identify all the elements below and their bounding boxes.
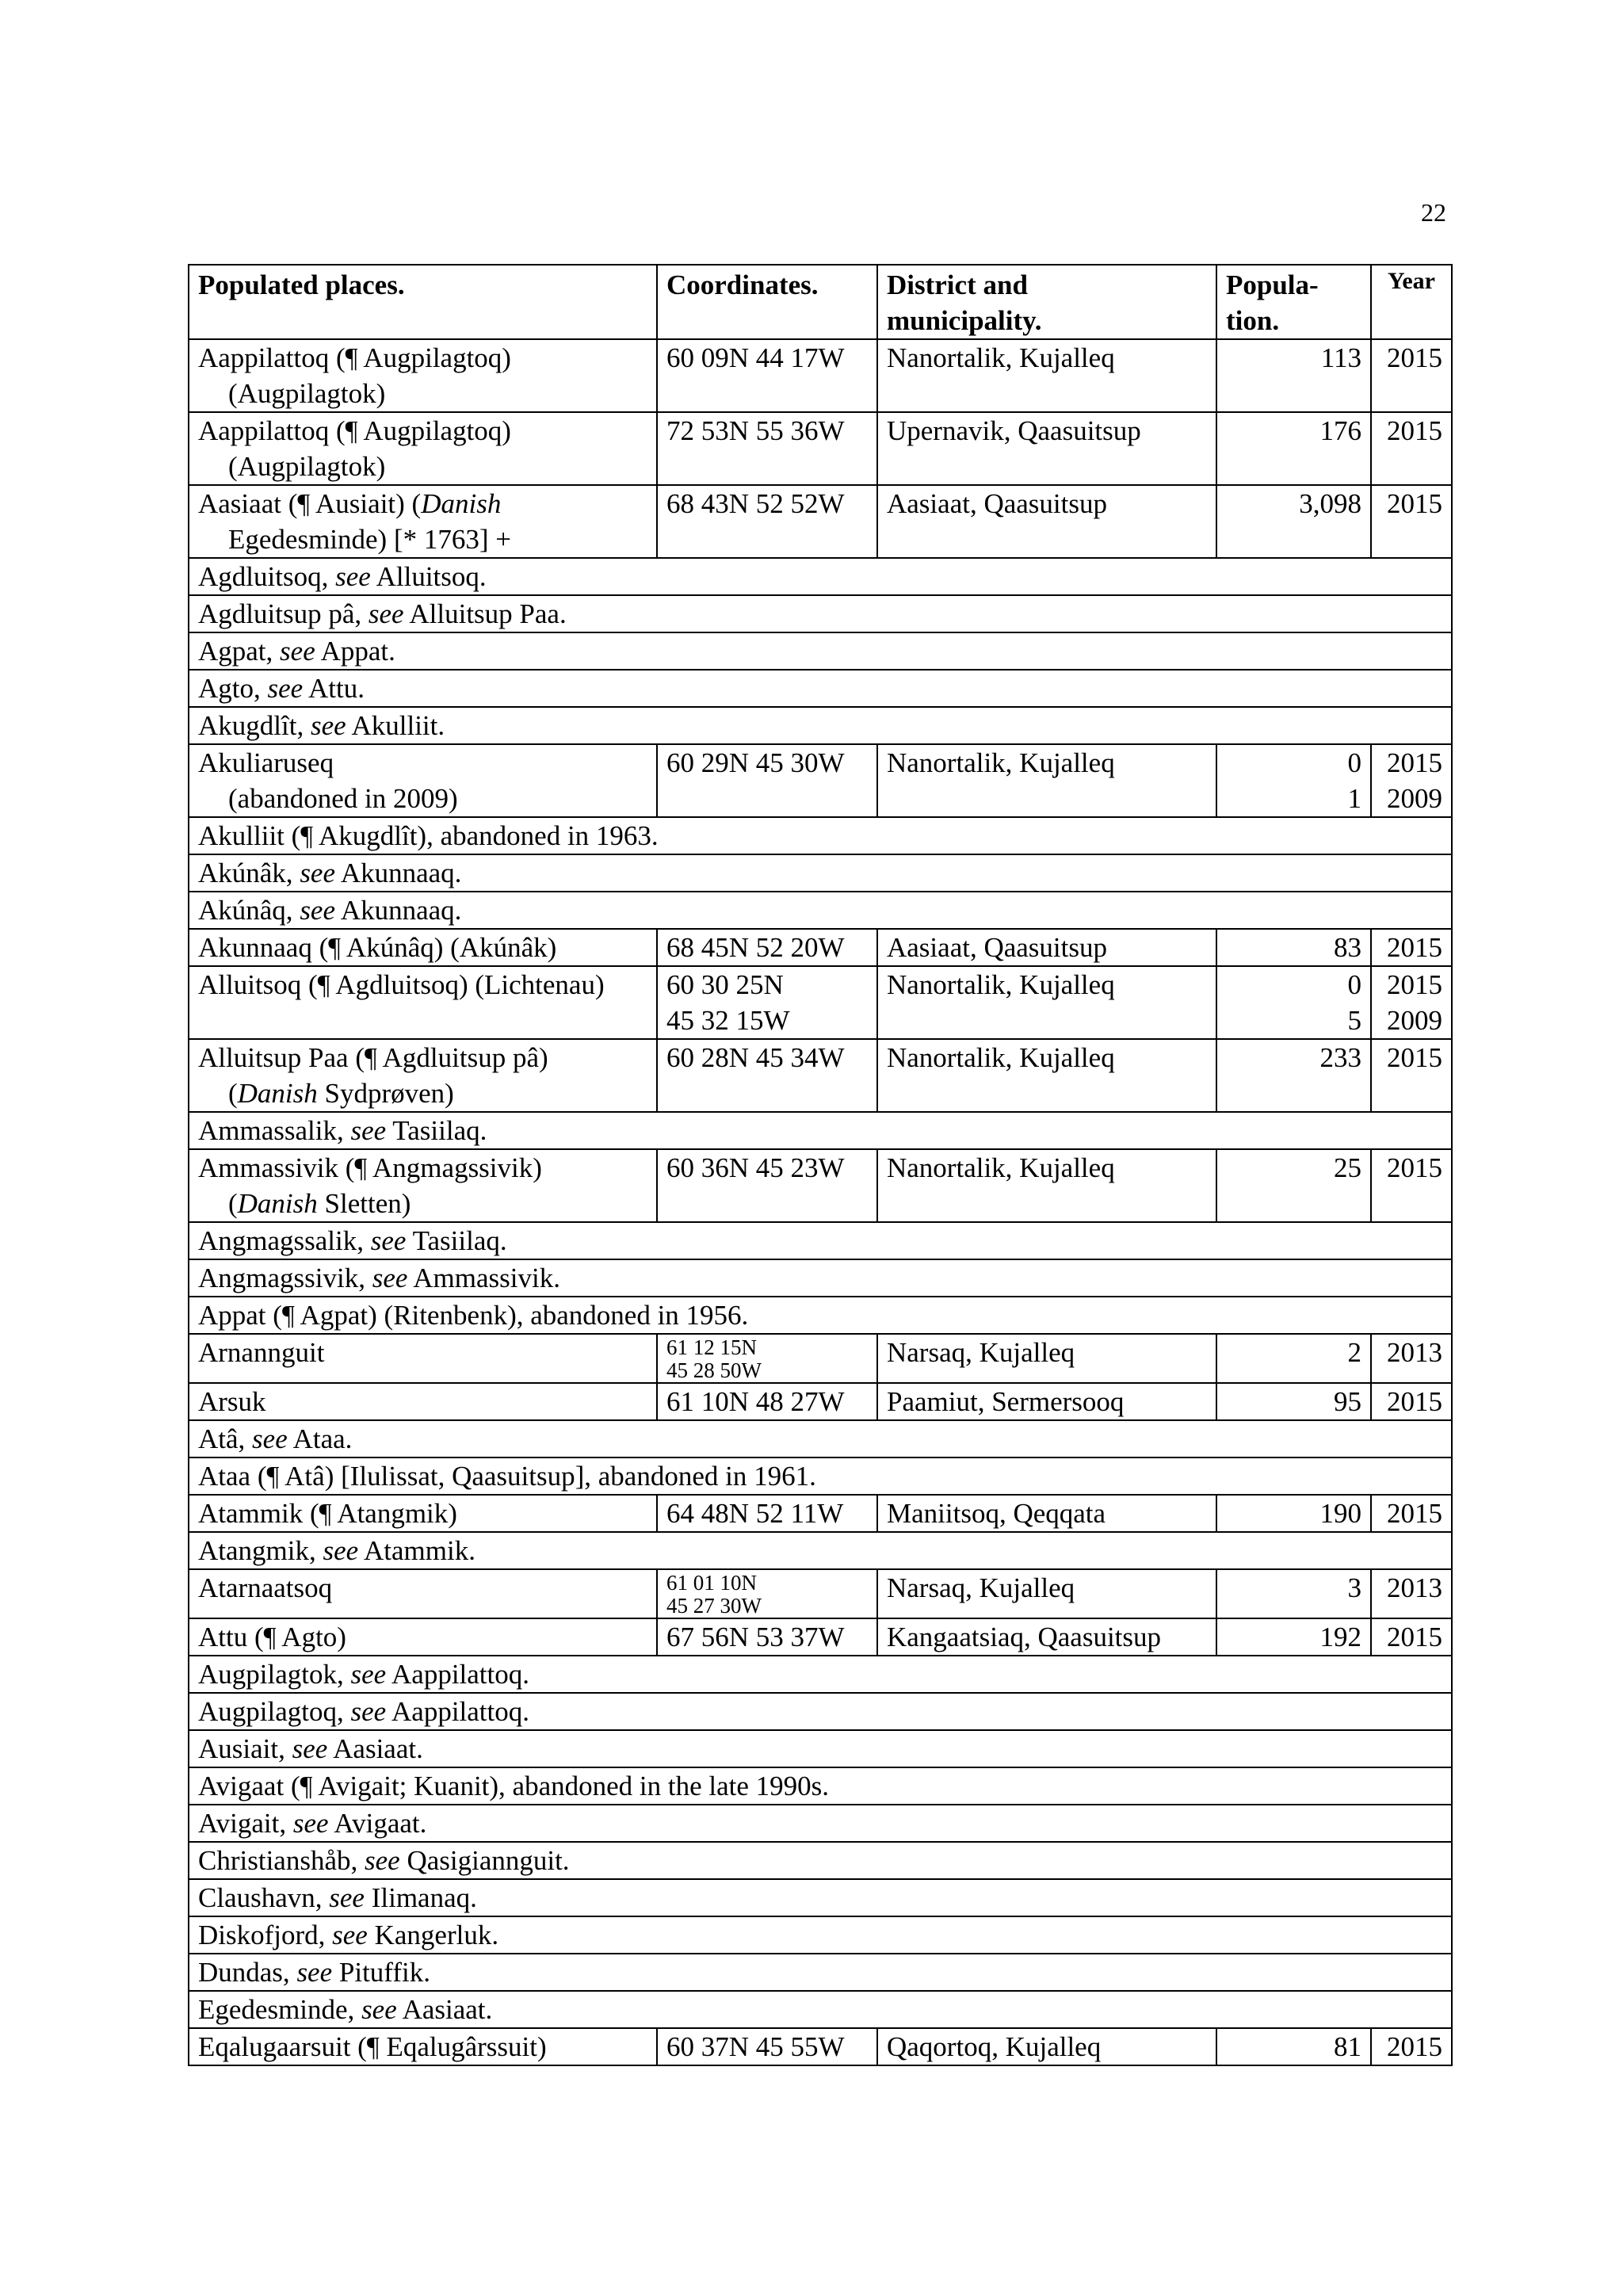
table-row (189, 1532, 1452, 1569)
year-cell: 2013 (1371, 1569, 1452, 1618)
header-coordinates: Coordinates. (657, 265, 877, 339)
district-cell: Paamiut, Sermersooq (877, 1383, 1216, 1420)
table-row (189, 1916, 1452, 1954)
cross-reference-entry: Dundas, see Pituffik. (189, 1954, 1452, 1991)
table-row (189, 1112, 1452, 1149)
year-cell: 2013 (1371, 1334, 1452, 1383)
table-row (189, 707, 1452, 744)
population-cell: 233 (1216, 1039, 1371, 1112)
cross-reference-entry: Egedesminde, see Aasiaat. (189, 1991, 1452, 2028)
populated-places-table (188, 264, 1453, 2066)
year-cell: 2015 (1371, 339, 1452, 412)
table-row (189, 2028, 1452, 2065)
cross-reference-entry: Akúnâk, see Akunnaaq. (189, 854, 1452, 892)
header-populated-places: Populated places. (189, 265, 657, 339)
abandoned-place-entry: Ataa (¶ Atâ) [Ilulissat, Qaasuitsup], abandoned in 1961. (189, 1457, 1452, 1495)
cross-reference-entry: Augpilagtok, see Aappilattoq. (189, 1656, 1452, 1693)
coordinates-cell: 60 09N 44 17W (657, 339, 877, 412)
population-cell: 95 (1216, 1383, 1371, 1420)
place-name-cell: Aasiaat (¶ Ausiait) (Danish Egedesminde) [* 1763] + (189, 485, 657, 558)
table-row (189, 1842, 1452, 1879)
abandoned-place-entry: Akulliit (¶ Akugdlît), abandoned in 1963. (189, 817, 1452, 854)
year-cell: 2015 2009 (1371, 744, 1452, 817)
table-row (189, 1222, 1452, 1259)
cross-reference-entry: Ausiait, see Aasiaat. (189, 1730, 1452, 1767)
year-cell: 2015 (1371, 929, 1452, 966)
coordinates-cell: 68 43N 52 52W (657, 485, 877, 558)
place-name-cell: Alluitsup Paa (¶ Agdluitsup pâ) (Danish Sydprøven) (189, 1039, 657, 1112)
year-cell: 2015 (1371, 1618, 1452, 1656)
cross-reference-entry: Augpilagtoq, see Aappilattoq. (189, 1693, 1452, 1730)
place-name-cell: Eqalugaarsuit (¶ Eqalugârssuit) (189, 2028, 657, 2065)
place-name-cell: Akuliaruseq (abandoned in 2009) (189, 744, 657, 817)
table-row (189, 485, 1452, 558)
population-cell: 190 (1216, 1495, 1371, 1532)
cross-reference-entry: Angmagssivik, see Ammassivik. (189, 1259, 1452, 1297)
coordinates-cell: 60 29N 45 30W (657, 744, 877, 817)
table-row (189, 1991, 1452, 2028)
coordinates-cell: 72 53N 55 36W (657, 412, 877, 485)
population-cell: 113 (1216, 339, 1371, 412)
table-row (189, 632, 1452, 670)
cross-reference-entry: Agto, see Attu. (189, 670, 1452, 707)
district-cell: Nanortalik, Kujalleq (877, 1039, 1216, 1112)
table-row (189, 558, 1452, 595)
table-row (189, 1730, 1452, 1767)
district-cell: Nanortalik, Kujalleq (877, 339, 1216, 412)
population-cell: 0 1 (1216, 744, 1371, 817)
table-row (189, 1420, 1452, 1457)
year-cell: 2015 2009 (1371, 966, 1452, 1039)
table-row (189, 744, 1452, 817)
district-cell: Nanortalik, Kujalleq (877, 966, 1216, 1039)
place-name-cell: Alluitsoq (¶ Agdluitsoq) (Lichtenau) (189, 966, 657, 1039)
table-row (189, 1297, 1452, 1334)
table-row (189, 1954, 1452, 1991)
year-cell: 2015 (1371, 1383, 1452, 1420)
coordinates-cell: 60 30 25N 45 32 15W (657, 966, 877, 1039)
cross-reference-entry: Ammassalik, see Tasiilaq. (189, 1112, 1452, 1149)
cross-reference-entry: Akúnâq, see Akunnaaq. (189, 892, 1452, 929)
table-row (189, 670, 1452, 707)
place-name-cell: Akunnaaq (¶ Akúnâq) (Akúnâk) (189, 929, 657, 966)
cross-reference-entry: Agdluitsoq, see Alluitsoq. (189, 558, 1452, 595)
population-cell: 83 (1216, 929, 1371, 966)
coordinates-cell: 61 10N 48 27W (657, 1383, 877, 1420)
population-cell: 25 (1216, 1149, 1371, 1222)
table-row (189, 1383, 1452, 1420)
cross-reference-entry: Atangmik, see Atammik. (189, 1532, 1452, 1569)
district-cell: Maniitsoq, Qeqqata (877, 1495, 1216, 1532)
place-name-cell: Ammassivik (¶ Angmagssivik) (Danish Sletten) (189, 1149, 657, 1222)
coordinates-cell: 61 01 10N 45 27 30W (657, 1569, 877, 1618)
place-name-cell: Aappilattoq (¶ Augpilagtoq) (Augpilagtok) (189, 412, 657, 485)
place-name-cell: Arnannguit (189, 1334, 657, 1383)
header-district: District and municipality. (877, 265, 1216, 339)
abandoned-place-entry: Appat (¶ Agpat) (Ritenbenk), abandoned in 1956. (189, 1297, 1452, 1334)
coordinates-cell: 68 45N 52 20W (657, 929, 877, 966)
district-cell: Qaqortoq, Kujalleq (877, 2028, 1216, 2065)
table-header-row (189, 265, 1452, 339)
cross-reference-entry: Angmagssalik, see Tasiilaq. (189, 1222, 1452, 1259)
table-row (189, 854, 1452, 892)
district-cell: Kangaatsiaq, Qaasuitsup (877, 1618, 1216, 1656)
coordinates-cell: 60 36N 45 23W (657, 1149, 877, 1222)
coordinates-cell: 60 28N 45 34W (657, 1039, 877, 1112)
cross-reference-entry: Claushavn, see Ilimanaq. (189, 1879, 1452, 1916)
population-cell: 81 (1216, 2028, 1371, 2065)
cross-reference-entry: Diskofjord, see Kangerluk. (189, 1916, 1452, 1954)
cross-reference-entry: Agpat, see Appat. (189, 632, 1452, 670)
year-cell: 2015 (1371, 412, 1452, 485)
year-cell: 2015 (1371, 1149, 1452, 1222)
cross-reference-entry: Atâ, see Ataa. (189, 1420, 1452, 1457)
place-name-cell: Atarnaatsoq (189, 1569, 657, 1618)
coordinates-cell: 61 12 15N 45 28 50W (657, 1334, 877, 1383)
district-cell: Nanortalik, Kujalleq (877, 744, 1216, 817)
year-cell: 2015 (1371, 1039, 1452, 1112)
table-row (189, 1656, 1452, 1693)
table-row (189, 1569, 1452, 1618)
table-row (189, 595, 1452, 632)
table-row (189, 1149, 1452, 1222)
population-cell: 0 5 (1216, 966, 1371, 1039)
year-cell: 2015 (1371, 485, 1452, 558)
district-cell: Narsaq, Kujalleq (877, 1334, 1216, 1383)
coordinates-cell: 67 56N 53 37W (657, 1618, 877, 1656)
table-row (189, 1334, 1452, 1383)
place-name-cell: Aappilattoq (¶ Augpilagtoq) (Augpilagtok) (189, 339, 657, 412)
district-cell: Upernavik, Qaasuitsup (877, 412, 1216, 485)
table-row (189, 817, 1452, 854)
table-row (189, 1039, 1452, 1112)
cross-reference-entry: Avigait, see Avigaat. (189, 1805, 1452, 1842)
coordinates-cell: 60 37N 45 55W (657, 2028, 877, 2065)
header-year: Year (1371, 265, 1452, 339)
coordinates-cell: 64 48N 52 11W (657, 1495, 877, 1532)
place-name-cell: Attu (¶ Agto) (189, 1618, 657, 1656)
district-cell: Aasiaat, Qaasuitsup (877, 485, 1216, 558)
place-name-cell: Atammik (¶ Atangmik) (189, 1495, 657, 1532)
population-cell: 2 (1216, 1334, 1371, 1383)
table-row (189, 412, 1452, 485)
table-row (189, 1879, 1452, 1916)
table-row (189, 892, 1452, 929)
cross-reference-entry: Agdluitsup pâ, see Alluitsup Paa. (189, 595, 1452, 632)
population-cell: 176 (1216, 412, 1371, 485)
page-number: 22 (1421, 198, 1446, 227)
place-name-cell: Arsuk (189, 1383, 657, 1420)
table-row (189, 1495, 1452, 1532)
abandoned-place-entry: Avigaat (¶ Avigait; Kuanit), abandoned in the late 1990s. (189, 1767, 1452, 1805)
district-cell: Nanortalik, Kujalleq (877, 1149, 1216, 1222)
table-row (189, 1618, 1452, 1656)
population-cell: 3 (1216, 1569, 1371, 1618)
population-cell: 192 (1216, 1618, 1371, 1656)
cross-reference-entry: Christianshåb, see Qasigiannguit. (189, 1842, 1452, 1879)
table-row (189, 929, 1452, 966)
district-cell: Aasiaat, Qaasuitsup (877, 929, 1216, 966)
population-cell: 3,098 (1216, 485, 1371, 558)
table-row (189, 339, 1452, 412)
table-row (189, 1805, 1452, 1842)
cross-reference-entry: Akugdlît, see Akulliit. (189, 707, 1452, 744)
table-row (189, 1693, 1452, 1730)
table-row (189, 1259, 1452, 1297)
header-population: Popula- tion. (1216, 265, 1371, 339)
table-row (189, 1457, 1452, 1495)
year-cell: 2015 (1371, 1495, 1452, 1532)
table-row (189, 1767, 1452, 1805)
table-row (189, 966, 1452, 1039)
district-cell: Narsaq, Kujalleq (877, 1569, 1216, 1618)
year-cell: 2015 (1371, 2028, 1452, 2065)
